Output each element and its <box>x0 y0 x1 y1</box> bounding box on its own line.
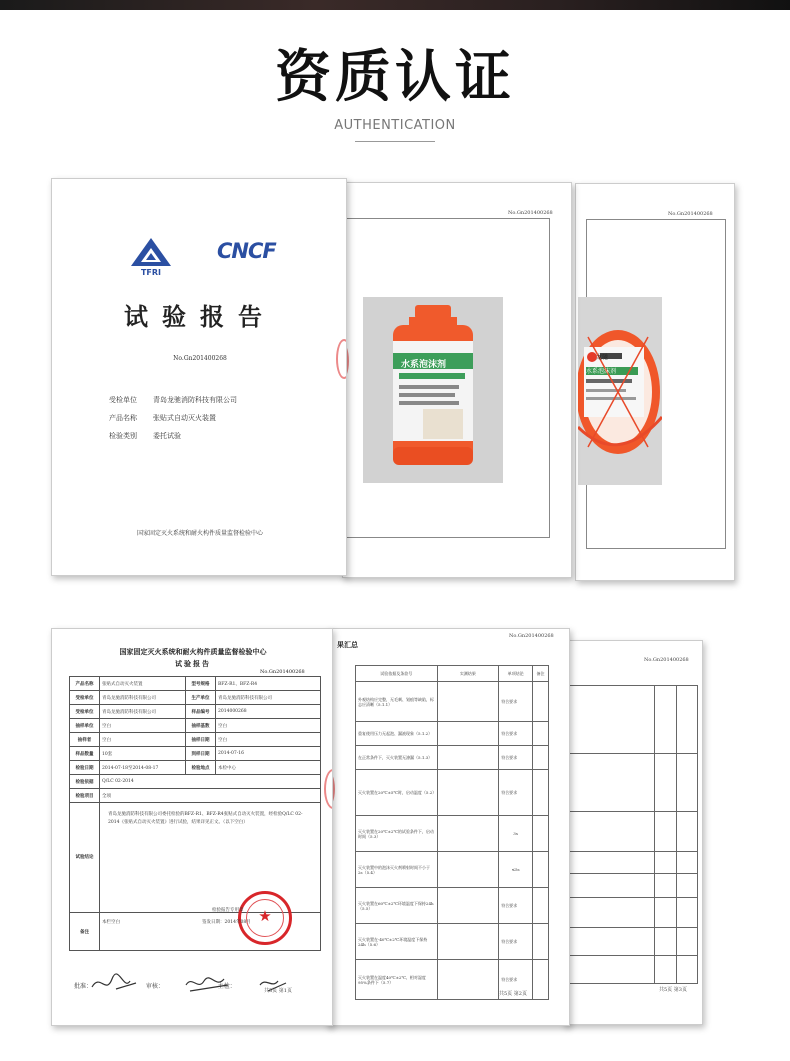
table-cell <box>676 852 698 874</box>
table-key: 型号规格 <box>186 677 216 691</box>
table-key: 样品数量 <box>70 747 100 761</box>
table-cell <box>676 898 698 928</box>
section-title: 果汇总 <box>337 640 358 649</box>
info-key: 检验类别 <box>109 432 137 440</box>
table-value: 青岛龙驰消防科技有限公司 <box>100 705 186 719</box>
table-row <box>356 888 549 924</box>
info-value: 张贴式自动灭火装置 <box>153 414 216 422</box>
table-row <box>356 816 549 852</box>
conclusion-text: 青岛龙驰消防科技有限公司委托检验的BFZ-R1、BFZ-R4张贴式自动灭火装置，经检验Q/LC 02-2014《张贴式自动灭火装置》进行试验，结果详见正文。（以下空白） <box>100 803 321 913</box>
table-row <box>70 761 321 775</box>
issuer: 国家固定灭火系统和耐火构件质量监督检验中心 <box>136 530 263 537</box>
label-brand: 龙驰 <box>596 354 609 361</box>
table-cell <box>676 928 698 956</box>
report-number: No.Gn201400268 <box>644 657 689 663</box>
table-value: 2014-07-16 <box>216 747 321 761</box>
table-row <box>70 747 321 761</box>
table-value: 张贴式自动灭火装置 <box>100 677 186 691</box>
table-cell: 符合要求 <box>499 770 533 816</box>
table-key: 检验项目 <box>70 789 100 803</box>
info-key: 受检单位 <box>109 396 137 404</box>
table-cell <box>437 722 499 746</box>
page-number: 共5页 第1页 <box>264 988 292 994</box>
report-number: No.Gn201400268 <box>509 633 554 639</box>
test-label: 主检： <box>217 983 236 990</box>
table-value: 青岛龙驰消防科技有限公司 <box>100 691 186 705</box>
info-row <box>109 413 216 423</box>
fire-extinguisher-top-image <box>578 297 662 485</box>
table-key: 样品编号 <box>186 705 216 719</box>
table-cell: 符合要求 <box>499 924 533 960</box>
report-number: No.Gn201400268 <box>173 355 227 362</box>
table-value: 空白 <box>216 719 321 733</box>
table-cell <box>533 746 549 770</box>
table-cell <box>567 754 655 812</box>
table-cell: 符合要求 <box>499 888 533 924</box>
table-cell <box>676 874 698 898</box>
table-cell <box>437 924 499 960</box>
table-row <box>70 705 321 719</box>
table-value: Q/LC 02-2014 <box>100 775 321 789</box>
table-cell <box>437 682 499 722</box>
table-key: 到样日期 <box>186 747 216 761</box>
table-cell <box>676 686 698 754</box>
table-value: 青岛龙驰消防科技有限公司 <box>216 691 321 705</box>
page-number: 共5页 第2页 <box>499 991 527 997</box>
table-cell <box>533 722 549 746</box>
page-number: 共5页 第3页 <box>659 987 687 993</box>
table-row <box>356 682 549 722</box>
table-cell <box>655 928 677 956</box>
approve-label: 批准： <box>74 983 93 990</box>
page-title: 资质认证 <box>275 45 515 110</box>
table-row <box>70 803 321 913</box>
table-cell <box>437 852 499 888</box>
table-cell <box>437 888 499 924</box>
seal-edge <box>324 769 333 809</box>
table-value: 空白 <box>216 733 321 747</box>
table-cell: 灭火装置在20℃±5℃时，启动温度（5.2） <box>356 770 438 816</box>
table-cell <box>533 960 549 1000</box>
table-cell: 外观结构应完整，无毛刺、划痕等缺陷，标志应清晰（5.1.1） <box>356 682 438 722</box>
table-cell <box>676 812 698 852</box>
table-cell <box>567 898 655 928</box>
table-key: 检验地点 <box>186 761 216 775</box>
cncf-logo: CNCF <box>217 239 276 263</box>
table-cell: ≤5s <box>499 852 533 888</box>
table-value: 本栏空白 <box>100 913 321 951</box>
table-value: 空白 <box>100 733 186 747</box>
table-key: 检验依据 <box>70 775 100 789</box>
product-photo-top-view <box>578 297 662 485</box>
seal-star: ★ <box>258 907 272 925</box>
review-label: 审核： <box>145 983 164 990</box>
table-value: 本检中心 <box>216 761 321 775</box>
report-number: No.Gn201400268 <box>508 210 553 216</box>
tfri-logo <box>127 236 175 276</box>
table-cell <box>533 682 549 722</box>
handwritten-signatures <box>90 969 320 999</box>
info-key: 产品名称 <box>109 414 137 422</box>
table-row <box>356 722 549 746</box>
table-cell: 灭火装置在温度40℃±2℃、相对湿度95%条件下（5.7） <box>356 960 438 1000</box>
table-cell: 灭火装置中的泡沫灭火剂喷射时间不小于2s（5.4） <box>356 852 438 888</box>
table-cell: 在正常条件下，灭火装置无渗漏（5.1.3） <box>356 746 438 770</box>
photo-page-2 <box>575 183 735 581</box>
product-photo-side-view <box>363 297 503 483</box>
table-cell <box>437 770 499 816</box>
report-title: 试验报告 <box>175 659 211 668</box>
table-cell <box>567 852 655 874</box>
table-row <box>70 733 321 747</box>
issue-date: 签发日期：2014年08月 <box>202 920 251 925</box>
table-cell <box>676 956 698 984</box>
table-cell <box>533 770 549 816</box>
summary-page-2 <box>563 640 703 1025</box>
table-header: 实测结果 <box>437 666 499 682</box>
table-cell <box>567 874 655 898</box>
summary-table <box>355 665 549 1000</box>
report-summary-page <box>51 628 333 1026</box>
table-header: 单项结论 <box>499 666 533 682</box>
table-key: 抽样者 <box>70 733 100 747</box>
summary-page-1 <box>326 628 570 1026</box>
table-cell: 灭火装置在-40℃±2℃环境温度下保持24h（5.6） <box>356 924 438 960</box>
report-title: 试验报告 <box>124 302 276 331</box>
title-underline <box>355 141 435 142</box>
table-cell: 3s <box>499 816 533 852</box>
table-key: 抽样基数 <box>186 719 216 733</box>
table-cell: 符合要求 <box>499 960 533 1000</box>
organization-name: 国家固定灭火系统和耐火构件质量监督检验中心 <box>119 647 267 656</box>
info-value: 委托试验 <box>153 432 181 440</box>
table-key: 试验结论 <box>70 803 100 913</box>
table-value: 2014-07-18至2014-08-17 <box>100 761 186 775</box>
table-cell: 符合要求 <box>499 746 533 770</box>
table-cell <box>567 812 655 852</box>
table-key: 备注 <box>70 913 100 951</box>
report-cover-page <box>51 178 347 576</box>
table-row <box>356 924 549 960</box>
table-cell <box>533 852 549 888</box>
table-value: BFZ-R1、BFZ-R4 <box>216 677 321 691</box>
tfri-logo-text: TFRI <box>140 268 162 276</box>
table-key: 产品名称 <box>70 677 100 691</box>
table-key: 生产单位 <box>186 691 216 705</box>
table-value: 10套 <box>100 747 186 761</box>
table-row <box>70 775 321 789</box>
table-header: 备注 <box>533 666 549 682</box>
official-seal <box>238 891 292 945</box>
table-row <box>70 691 321 705</box>
seal-caption: 检验报告专用章 <box>212 908 244 913</box>
table-cell <box>655 874 677 898</box>
label-text: 水系泡沫剂 <box>586 368 617 375</box>
table-cell: 符合要求 <box>499 722 533 746</box>
table-key: 抽样日期 <box>186 733 216 747</box>
table-cell <box>437 816 499 852</box>
table-cell: 重复使用压力无起泡、漏液现象（5.1.2） <box>356 722 438 746</box>
table-cell: 符合要求 <box>499 682 533 722</box>
table-cell <box>655 686 677 754</box>
info-row <box>109 431 181 441</box>
report-number: No.Gn201400268 <box>668 211 713 217</box>
table-cell <box>533 816 549 852</box>
top-banner-strip <box>0 0 790 10</box>
report-number: No.Gn201400268 <box>260 669 305 675</box>
table-cell <box>437 746 499 770</box>
table-cell <box>533 924 549 960</box>
table-cell <box>437 960 499 1000</box>
table-cell <box>655 754 677 812</box>
table-value: 全项 <box>100 789 321 803</box>
table-cell: 灭火装置在60℃±2℃环境温度下保持24h（5.5） <box>356 888 438 924</box>
table-row <box>356 852 549 888</box>
photo-page-1 <box>342 182 572 578</box>
table-value: 空白 <box>100 719 186 733</box>
table-row <box>70 719 321 733</box>
fire-extinguisher-image <box>363 297 503 483</box>
table-cell <box>655 898 677 928</box>
table-cell <box>655 956 677 984</box>
table-cell <box>533 888 549 924</box>
table-cell <box>567 928 655 956</box>
summary-table-2 <box>566 685 698 984</box>
table-value: 2014000268 <box>216 705 321 719</box>
table-row <box>356 746 549 770</box>
table-row <box>70 789 321 803</box>
table-key: 受检单位 <box>70 705 100 719</box>
table-cell <box>567 956 655 984</box>
table-key: 受检单位 <box>70 691 100 705</box>
table-cell <box>567 686 655 754</box>
table-key: 检验日期 <box>70 761 100 775</box>
bottle-label-text: 水系泡沫剂 <box>401 360 447 370</box>
info-row <box>109 395 237 405</box>
table-header: 试验依据及条款号 <box>356 666 438 682</box>
table-row <box>70 677 321 691</box>
page-subtitle: AUTHENTICATION <box>334 118 456 133</box>
table-cell <box>655 812 677 852</box>
table-key: 抽样单位 <box>70 719 100 733</box>
table-cell: 灭火装置在20℃±2℃的试验条件下，启动时间（5.3） <box>356 816 438 852</box>
info-value: 青岛龙驰消防科技有限公司 <box>153 396 237 404</box>
table-cell <box>676 754 698 812</box>
table-row <box>356 770 549 816</box>
table-cell <box>655 852 677 874</box>
